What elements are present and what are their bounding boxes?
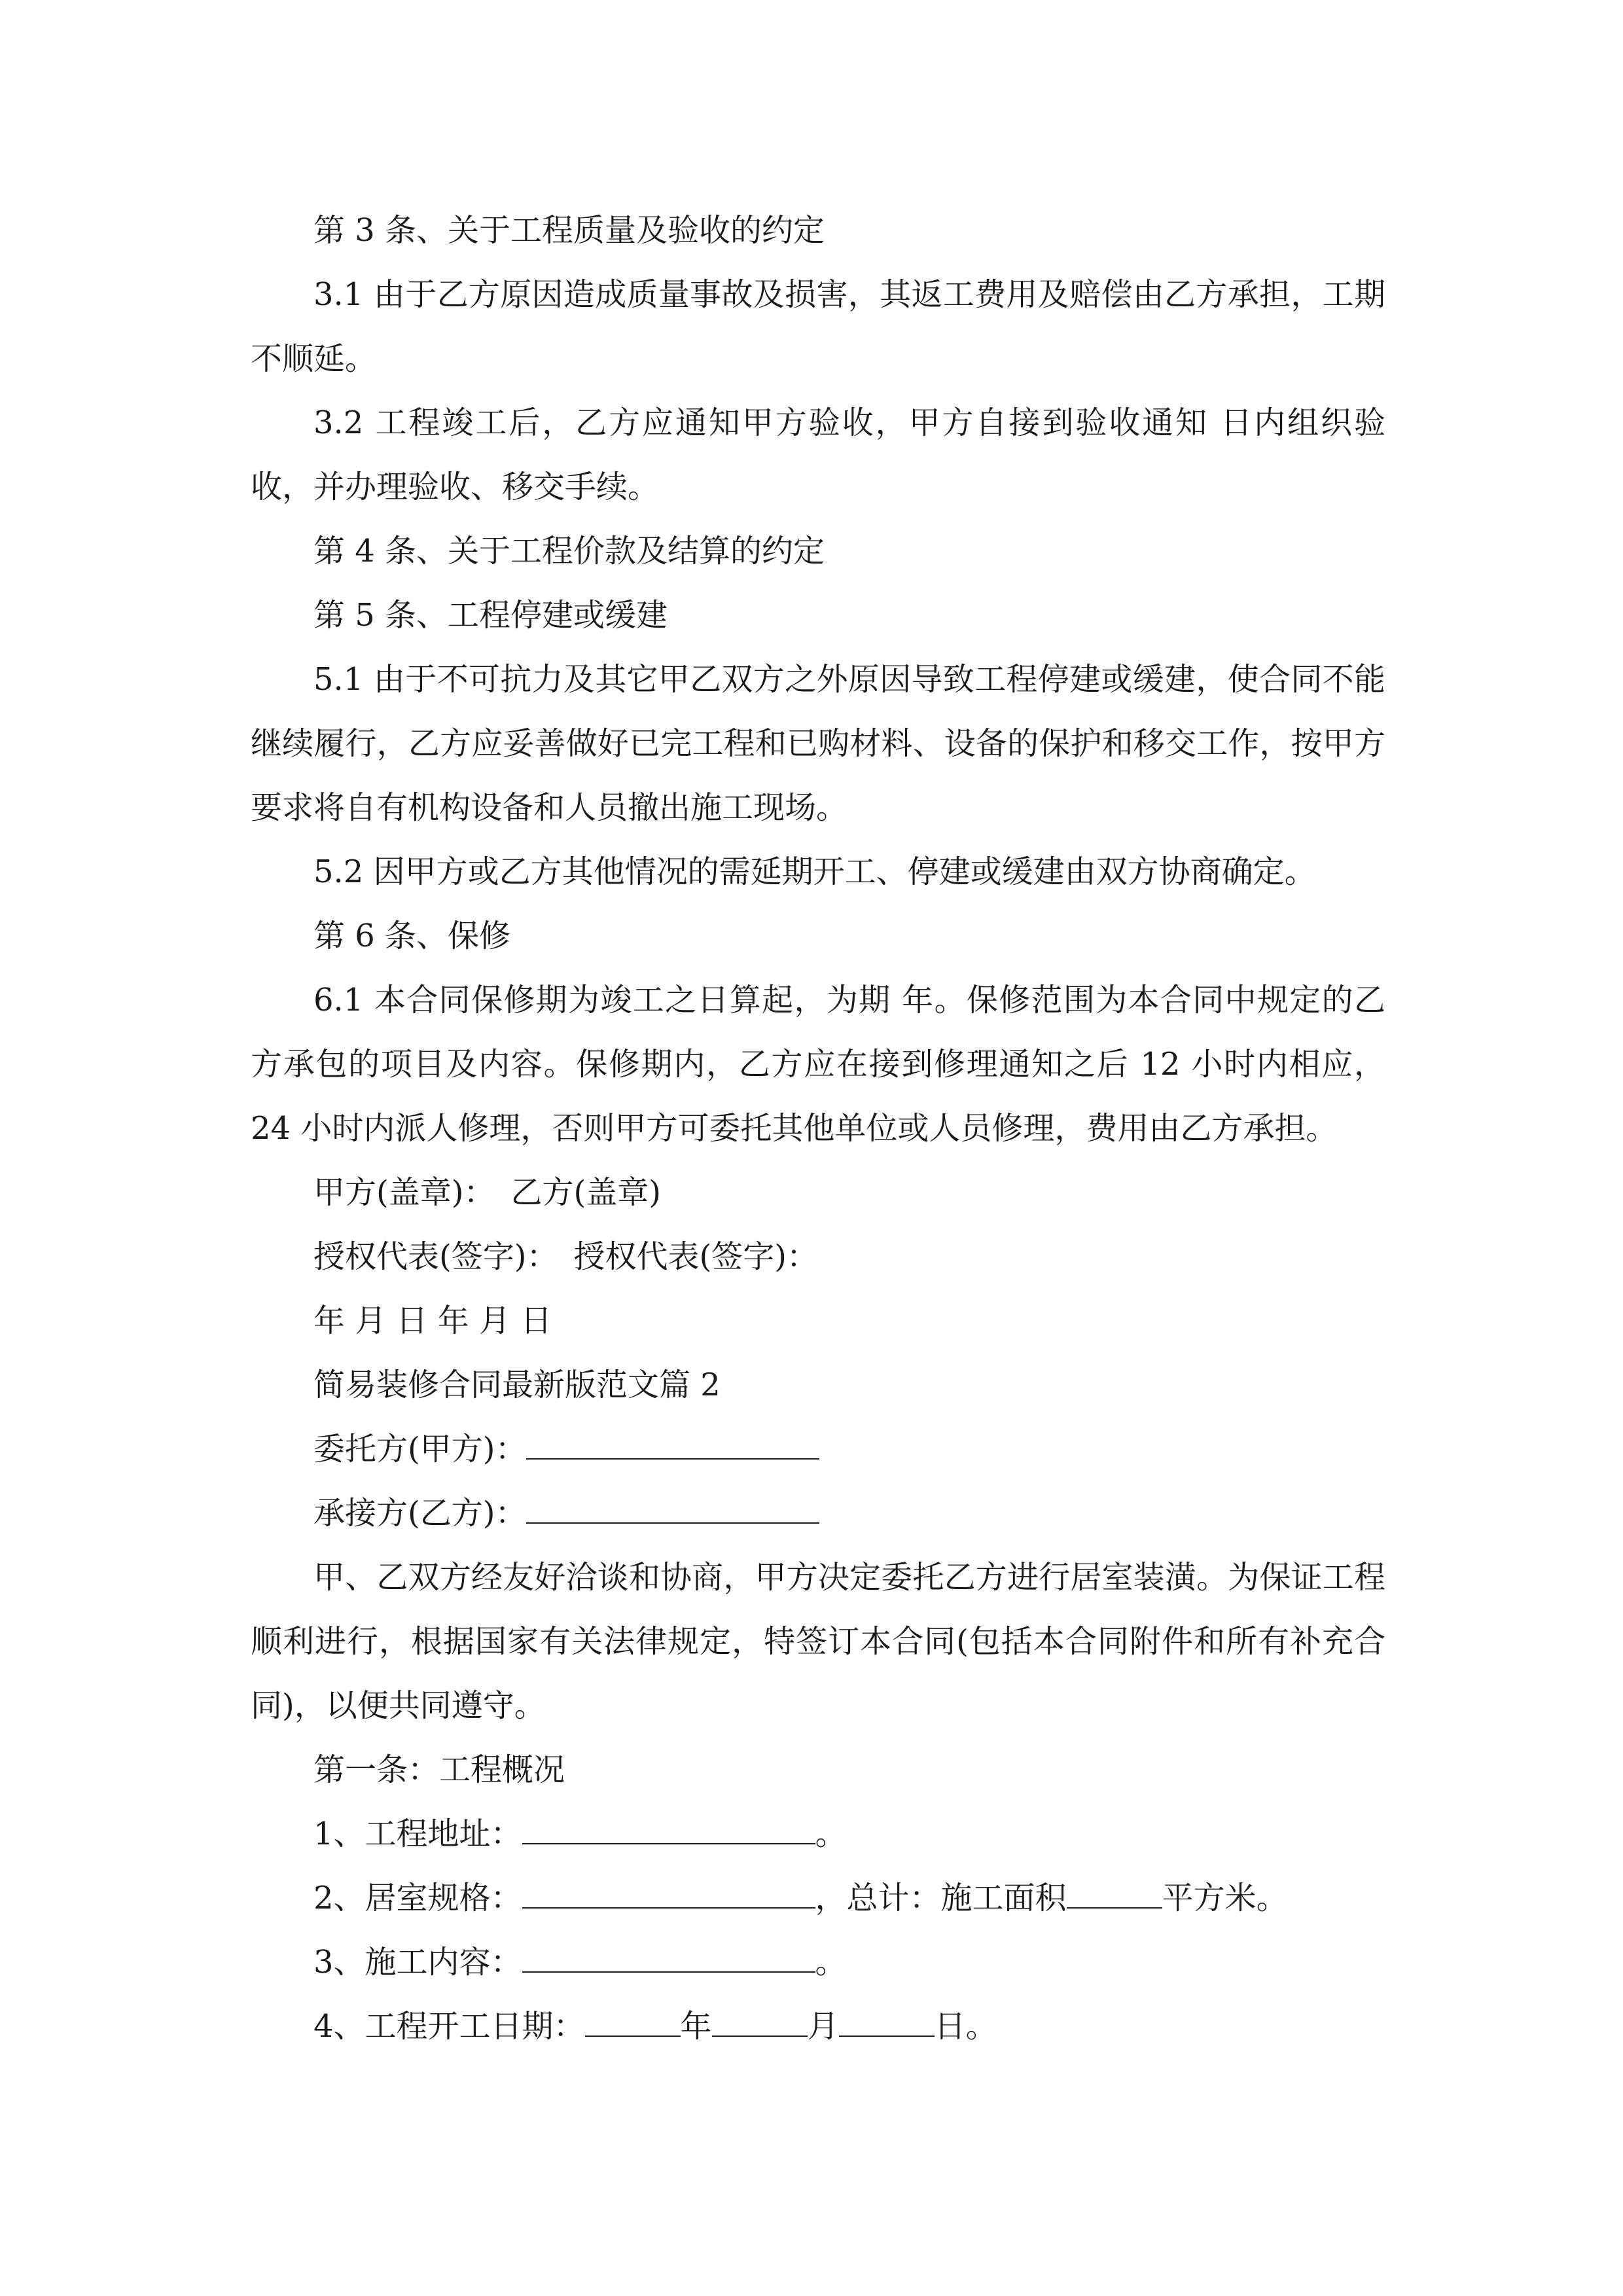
start-year-blank (585, 2009, 681, 2037)
article-4-title: 第 4 条、关于工程价款及结算的约定 (313, 533, 825, 569)
article-5-title: 第 5 条、工程停建或缓建 (313, 597, 668, 634)
project-address-line (251, 1802, 1385, 1866)
room-spec-line (251, 1866, 1385, 1930)
project-address-end: 。 (815, 1816, 847, 1852)
signature-rep-line (251, 1225, 1385, 1289)
client-line (251, 1417, 1385, 1481)
signature-seal-line (251, 1160, 1385, 1225)
clause-3-2: 3.2 工程竣工后，乙方应通知甲方验收，甲方自接到验收通知 日内组织验收，并办理验收、移交手续。 (251, 404, 1385, 505)
area-blank (1067, 1881, 1162, 1909)
party-a-rep-label: 授权代表(签字)： (313, 1238, 558, 1275)
project-address-blank (522, 1817, 815, 1844)
start-date-line (251, 1994, 1385, 2058)
room-spec-label: 2、居室规格： (313, 1880, 522, 1916)
section-2-title: 简易装修合同最新版范文篇 2 (313, 1367, 721, 1403)
client-label: 委托方(甲方)： (313, 1431, 527, 1467)
contractor-blank (526, 1496, 819, 1524)
document-body (251, 198, 1385, 2058)
party-b-seal-label: 乙方(盖章) (510, 1174, 661, 1211)
clause-5-1: 5.1 由于不可抗力及其它甲乙双方之外原因导致工程停建或缓建，使合同不能继续履行，乙方应妥善做好已完工程和已购材料、设备的保护和移交工作，按甲方要求将自有机构设备和人员撤出施工现场。 (251, 661, 1385, 826)
client-blank (526, 1432, 819, 1460)
start-day-label: 日。 (934, 2008, 997, 2045)
start-day-blank (839, 2009, 935, 2037)
work-content-blank (522, 1945, 815, 1973)
start-year-label: 年 (680, 2008, 712, 2045)
clause-5-2: 5.2 因甲方或乙方其他情况的需延期开工、停建或缓建由双方协商确定。 (313, 853, 1316, 890)
party-b-rep-label: 授权代表(签字)： (573, 1238, 818, 1275)
signature-date-line: 年 月 日 年 月 日 (313, 1302, 552, 1339)
clause-1-title: 第一条：工程概况 (313, 1751, 565, 1788)
contractor-line (251, 1481, 1385, 1545)
intro-paragraph: 甲、乙双方经友好洽谈和协商，甲方决定委托乙方进行居室装潢。为保证工程顺利进行，根据国家有关法律规定，特签订本合同(包括本合同附件和所有补充合同)，以便共同遵守。 (251, 1559, 1385, 1724)
room-spec-blank (522, 1881, 815, 1909)
room-spec-total: ，总计：施工面积 (815, 1880, 1067, 1916)
contractor-label: 承接方(乙方)： (313, 1495, 527, 1532)
room-spec-end: 平方米。 (1162, 1880, 1288, 1916)
article-3-title: 第 3 条、关于工程质量及验收的约定 (313, 212, 825, 249)
start-date-label: 4、工程开工日期： (313, 2008, 585, 2045)
project-address-label: 1、工程地址： (313, 1816, 522, 1852)
clause-6-1: 6.1 本合同保修期为竣工之日算起，为期 年。保修范围为本合同中规定的乙方承包的项目及内容。保修期内，乙方应在接到修理通知之后 12 小时内相应，24 小时内派人修理，否则甲方可委托其他单位或人员修理，费用由乙方承担。 (251, 982, 1385, 1147)
start-month-label: 月 (807, 2008, 839, 2045)
work-content-label: 3、施工内容： (313, 1944, 522, 1981)
start-month-blank (712, 2009, 808, 2037)
article-6-title: 第 6 条、保修 (313, 918, 511, 954)
party-a-seal-label: 甲方(盖章)： (313, 1174, 495, 1211)
work-content-end: 。 (815, 1944, 847, 1981)
clause-3-1: 3.1 由于乙方原因造成质量事故及损害，其返工费用及赔偿由乙方承担，工期不顺延。 (251, 276, 1385, 377)
work-content-line (251, 1930, 1385, 1994)
